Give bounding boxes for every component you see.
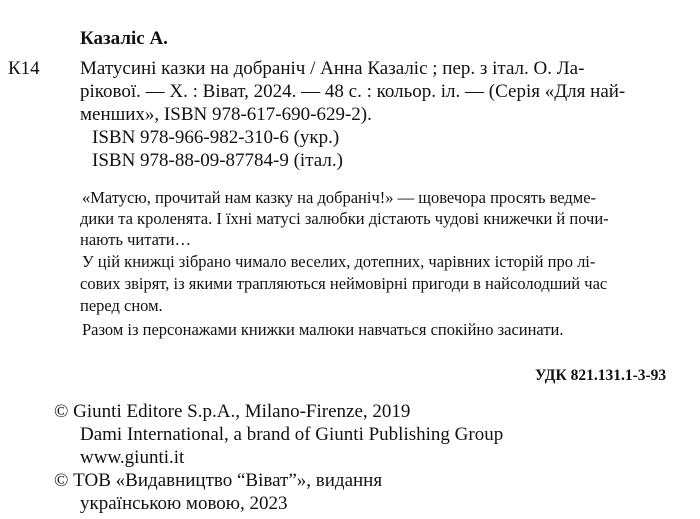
annotation-line: нають читати… bbox=[80, 230, 192, 249]
entry-line: Матусині казки на добраніч / Анна Казаліс ; пер. з італ. О. Ла- bbox=[80, 58, 585, 79]
copyright-line: Dami International, a brand of Giunti Publishing Group bbox=[80, 424, 504, 445]
annotation-line: перед сном. bbox=[80, 296, 163, 315]
annotation-line: дики та кроленята. І їхні матусі залюбки дістають чудові книжечки й почи- bbox=[80, 209, 609, 228]
annotation-line: «Матусю, прочитай нам казку на добраніч!» — щовечора просять ведме- bbox=[82, 188, 597, 207]
isbn-italian: ISBN 978-88-09-87784-9 (італ.) bbox=[92, 150, 343, 171]
isbn-ukrainian: ISBN 978-966-982-310-6 (укр.) bbox=[92, 127, 340, 148]
classification-code: К14 bbox=[8, 58, 40, 79]
annotation-line: сових звірят, із якими трапляються неймовірні пригоди в найсолодший час bbox=[80, 274, 608, 293]
entry-line: менших», ISBN 978-617-690-629-2). bbox=[80, 104, 372, 125]
entry-line: рікової. — Х. : Віват, 2024. — 48 с. : кольор. іл. — (Серія «Для най- bbox=[80, 81, 626, 102]
annotation-line: Разом із персонажами книжки малюки навчаться спокійно засинати. bbox=[82, 320, 564, 339]
annotation-line: У цій книжці зібрано чимало веселих, дотепних, чарівних історій про лі- bbox=[82, 252, 596, 271]
udk-code: УДК 821.131.1-3-93 bbox=[535, 367, 667, 384]
copyright-line: © ТОВ «Видавництво “Віват”», видання bbox=[54, 470, 383, 491]
copyright-url: www.giunti.it bbox=[80, 447, 185, 468]
copyright-line: українською мовою, 2023 bbox=[80, 493, 288, 514]
copyright-line: © Giunti Editore S.p.A., Milano-Firenze, 2019 bbox=[54, 401, 411, 422]
author-heading: Казаліс А. bbox=[80, 28, 168, 49]
